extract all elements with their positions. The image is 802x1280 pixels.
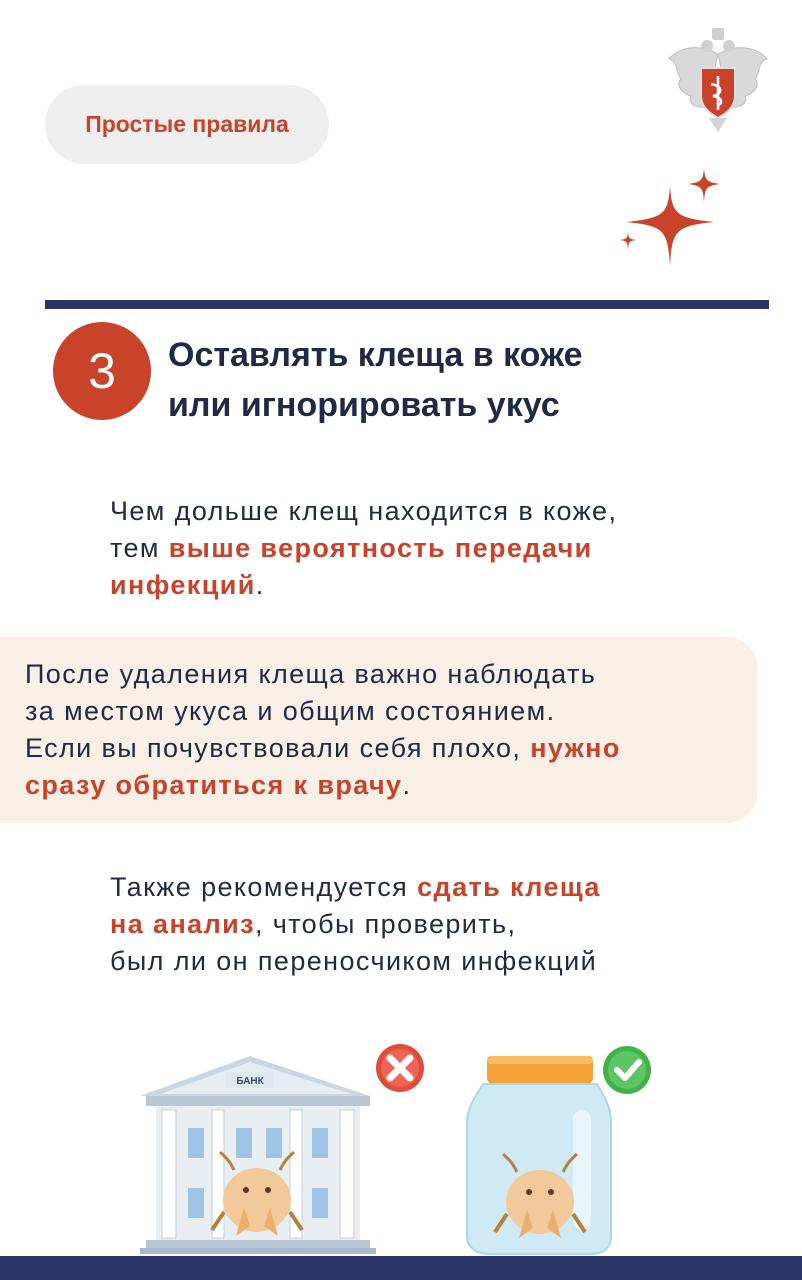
- green-check-icon: [603, 1046, 651, 1094]
- rule-title: [168, 330, 768, 430]
- text-fragment: , чтобы проверить,: [254, 909, 517, 939]
- sparkles-decoration: [612, 166, 732, 270]
- bank-illustration: [140, 1040, 440, 1258]
- category-tag: [45, 85, 329, 164]
- paragraph-advice-line3: [25, 730, 755, 767]
- paragraph-analysis-line1: [110, 869, 790, 906]
- text-fragment: Если вы почувствовали себя плохо,: [25, 733, 531, 763]
- paragraph-analysis: [110, 869, 790, 980]
- highlight-text: на анализ: [110, 909, 255, 939]
- highlight-text: инфекций: [110, 570, 256, 600]
- bank-sign-text: БАНК: [236, 1076, 264, 1087]
- rule-number: 3: [88, 343, 116, 399]
- paragraph-analysis-line3: был ли он переносчиком инфекций: [110, 946, 598, 976]
- section-divider: [45, 300, 769, 309]
- paragraph-risk-line3: [110, 567, 790, 604]
- text-fragment: .: [255, 570, 265, 600]
- rule-title-line1: Оставлять клеща в коже: [168, 336, 583, 374]
- paragraph-risk-line2: [110, 530, 790, 567]
- text-fragment: .: [402, 770, 412, 800]
- highlight-text: выше вероятность передачи: [168, 533, 593, 563]
- highlight-text: сразу обратиться к врачу: [25, 770, 403, 800]
- highlight-text: сдать клеща: [417, 872, 601, 902]
- paragraph-risk: [110, 493, 790, 604]
- highlight-text: нужно: [530, 733, 621, 763]
- category-tag-label: Простые правила: [85, 111, 289, 137]
- paragraph-analysis-line2: [110, 906, 790, 943]
- rule-number-badge: [53, 322, 151, 420]
- paragraph-advice-line1: После удаления клеща важно наблюдать: [25, 659, 597, 689]
- emblem-logo: [665, 24, 771, 134]
- paragraph-advice-line2: за местом укуса и общим состоянием.: [25, 696, 556, 726]
- paragraph-risk-line1: Чем дольше клещ находится в коже,: [110, 496, 618, 526]
- text-fragment: тем: [110, 533, 169, 563]
- rule-title-line2: или игнорировать укус: [168, 386, 560, 424]
- red-cross-icon: [376, 1044, 424, 1092]
- text-fragment: Также рекомендуется: [110, 872, 418, 902]
- jar-illustration: [455, 1040, 665, 1258]
- paragraph-advice: [25, 656, 755, 804]
- paragraph-advice-line4: [25, 767, 755, 804]
- footer-bar: [0, 1256, 802, 1280]
